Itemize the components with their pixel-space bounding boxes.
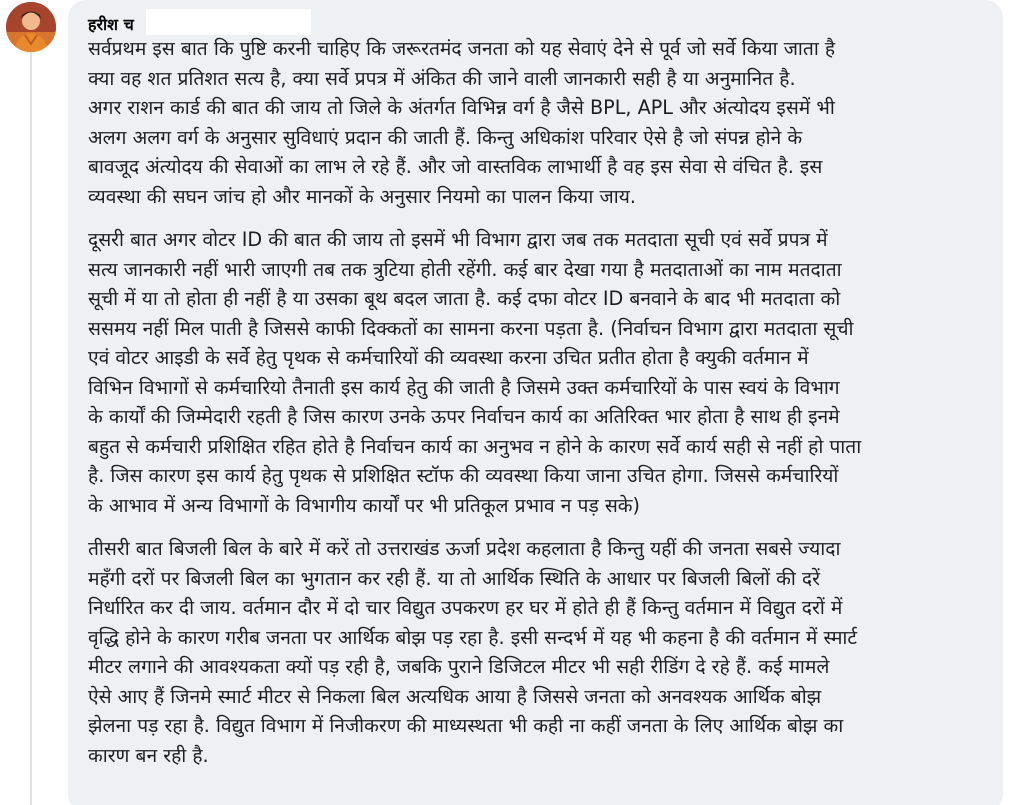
text-line: क्या वह शत प्रतिशत सत्य है, क्या सर्वे प्रपत्र में अंकित की जाने वाली जानकारी सही है या अनुमानित है. xyxy=(88,66,796,90)
comment-paragraph-voter-id xyxy=(88,225,983,520)
text-line: सर्वप्रथम इस बात कि पुष्टि करनी चाहिए कि जरूरतमंद जनता को यह सेवाएं देने से पूर्व जो सर्वे किया जाता है xyxy=(88,37,836,60)
text-line: के कार्यों की जिम्मेदारी रहती है जिस कारण उनके ऊपर निर्वाचन कार्य का अतिरिक्त भार होता है साथ ही इनमे xyxy=(88,405,840,428)
text-line: अलग अलग वर्ग के अनुसार सुविधाएं प्रदान की जाती हैं. किन्तु अधिकांश परिवार ऐसे है जो संपन्न होने के xyxy=(88,125,803,149)
text-line: सूची में या तो होता ही नहीं है या उसका बूथ बदल जाता है. कई दफा वोटर ID बनवाने के बाद भी मतदाता को xyxy=(88,287,841,310)
text-line: बावजूद अंत्योदय की सेवाओं का लाभ ले रहे हैं. और जो वास्तविक लाभार्थी है वह इस सेवा से वंचित है. इस xyxy=(88,155,823,178)
text-line: तीसरी बात बिजली बिल के बारे में करें तो उत्तराखंड ऊर्जा प्रदेश कहलाता है किन्तु यहीं की जनता सबसे ज्यादा xyxy=(88,537,841,560)
text-line: निर्धारित कर दी जाय. वर्तमान दौर में दो चार विद्युत उपकरण हर घर में होते ही हैं किन्तु वर्तमान में विद्युत दरों में xyxy=(88,596,843,619)
comment-paragraph-ration-card xyxy=(88,34,983,211)
reply-thread-line xyxy=(30,52,32,805)
comment-bubble xyxy=(68,0,1003,805)
text-line: दूसरी बात अगर वोटर ID की बात की जाय तो इसमें भी विभाग द्वारा जब तक मतदाता सूची एवं सर्वे प्रपत्र में xyxy=(88,228,828,251)
text-line: विभिन विभागों से कर्मचारियो तैनाती इस कार्य हेतु की जाती है जिसमे उक्त कर्मचारियों के पास स्वयं के विभाग xyxy=(88,375,840,399)
text-line: वृद्धि होने के कारण गरीब जनता पर आर्थिक बोझ पड़ रहा है. इसी सन्दर्भ में यह भी कहना है की वर्तमान में स्मार्ट xyxy=(88,625,858,649)
text-line: झेलना पड़ रहा है. विद्युत विभाग में निजीकरण की माध्यस्थता भी कही ना कहीं जनता के लिए आर्थिक बोझ का xyxy=(88,714,844,737)
author-name-link[interactable]: हरीश च xyxy=(88,15,134,34)
comment-paragraph-electricity-bill xyxy=(88,534,983,770)
text-line: के आभाव में अन्य विभागों के विभागीय कार्यों पर भी प्रतिकूल प्रभाव न पड़ सके) xyxy=(88,493,641,517)
comment-text xyxy=(88,34,983,770)
text-line: है. जिस कारण इस कार्य हेतु पृथक से प्रशिक्षित स्टॉफ की व्यवस्था किया जाना उचित होगा. जिससे कर्मचारियों xyxy=(88,464,839,487)
comment-header xyxy=(88,4,983,34)
text-line: ऐसे आए हैं जिनमे स्मार्ट मीटर से निकला बिल अत्यधिक आया है जिससे जनता को अनवश्यक आर्थिक बोझ xyxy=(88,684,822,708)
text-line: व्यवस्था की सघन जांच हो और मानकों के अनुसार नियमो का पालन किया जाय. xyxy=(88,184,636,208)
text-line: एवं वोटर आइडी के सर्वे हेतु पृथक से कर्मचारियों की व्यवस्था करना उचित प्रतीत होता है क्युकी वर्तमान में xyxy=(88,346,809,369)
text-line: बहुत से कर्मचारी प्रशिक्षित रहित होते है निर्वाचन कार्य का अनुभव न होने के कारण सर्वे कार्य सही से नहीं हो पाता xyxy=(88,434,862,458)
text-line: ससमय नहीं मिल पाती है जिससे काफी दिक्कतों का सामना करना पड़ता है. (निर्वाचन विभाग द्वारा मतदाता सूची xyxy=(88,316,854,340)
avatar-photo-icon xyxy=(6,2,56,52)
text-line: कारण बन रही है. xyxy=(88,743,209,767)
author-avatar[interactable] xyxy=(6,2,56,52)
text-line: मीटर लगाने की आवश्यकता क्यों पड़ रही है, जबकि पुराने डिजिटल मीटर भी सही रीडिंग दे रहे हैं. कई मामले xyxy=(88,655,830,678)
redacted-name-mask xyxy=(146,9,311,35)
text-line: महँगी दरों पर बिजली बिल का भुगतान कर रही हैं. या तो आर्थिक स्थिति के आधार पर बिजली बिलों की दरें xyxy=(88,566,820,590)
text-line: सत्य जानकारी नहीं भारी जाएगी तब तक त्रुटिया होती रहेंगी. कई बार देखा गया है मतदाताओं का नाम मतदाता xyxy=(88,257,842,281)
text-line: अगर राशन कार्ड की बात की जाय तो जिले के अंतर्गत विभिन्न वर्ग है जैसे BPL, APL और अंत्योदय इसमें भी xyxy=(88,96,835,119)
